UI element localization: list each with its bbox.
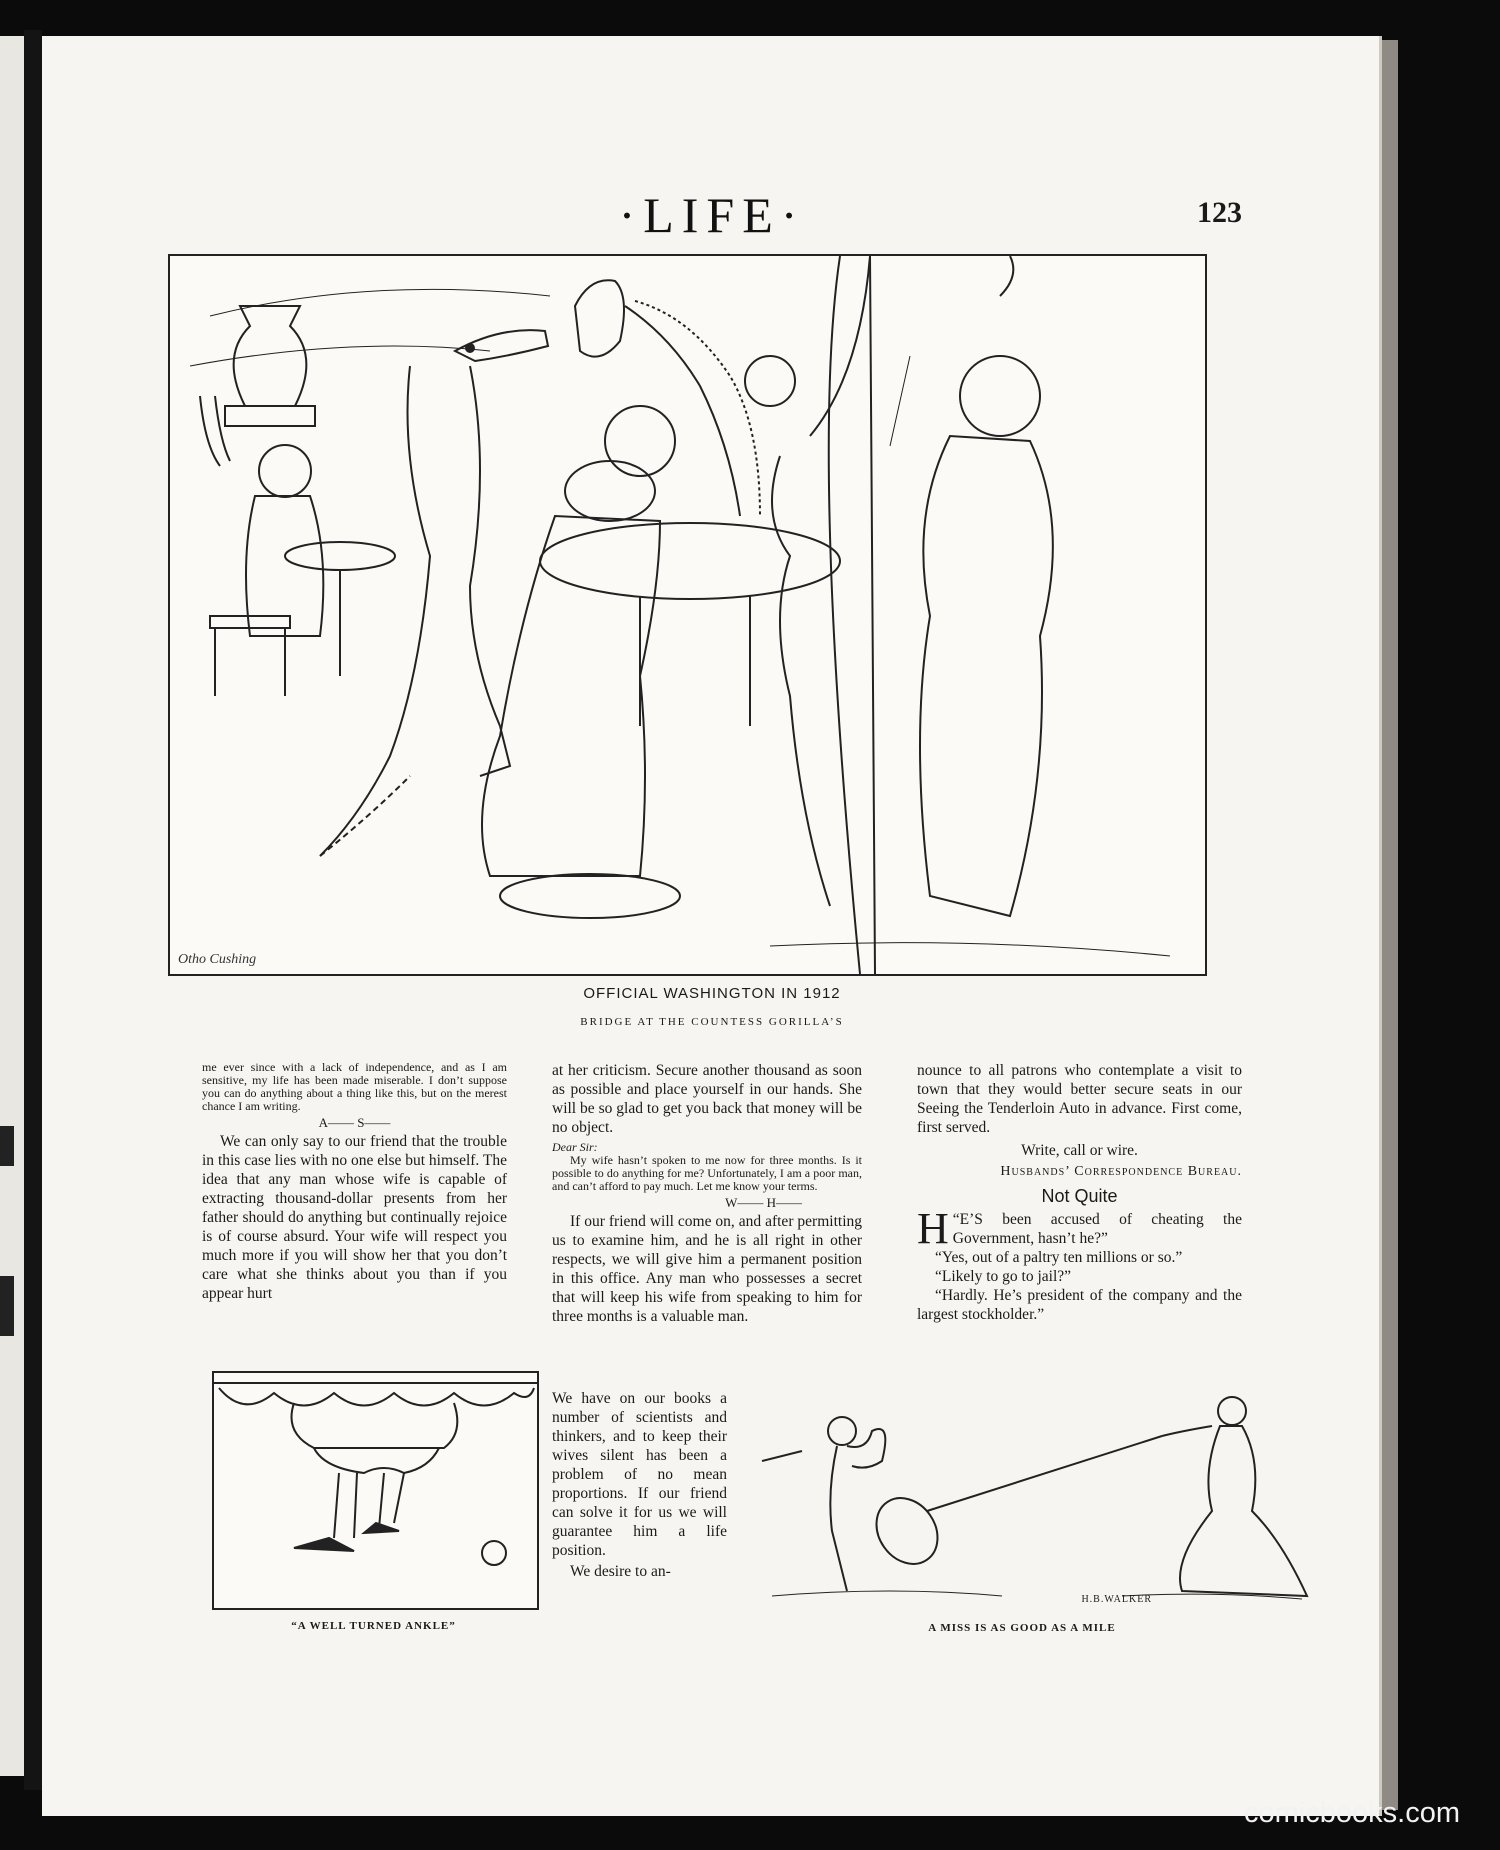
main-cartoon <box>168 254 1207 976</box>
artist-signature: Otho Cushing <box>178 952 257 967</box>
reply-paragraph: If our friend will come on, and after permitting us to examine him, and he is all right in other respects, we will give him a permanent position in this office. Any man who possesses a secret that will keep his wife from speaking to him for three months is a valuable man. <box>552 1213 862 1325</box>
dialogue-line: E’S been accused of cheating the Government, hasn’t he?” <box>952 1211 1242 1247</box>
cartoon-title: OFFICIAL WASHINGTON IN 1912 <box>583 985 841 1002</box>
reply-paragraph: We can only say to our friend that the trouble in this case lies with no one else but himself. The idea that any man whose wife is capable of extracting thousand-dollar presents from her father should do anything but continually rejoice is of course absurd. Your wife will respect you much more if you will show her that you don’t care what she thinks about you than if you appear hurt <box>202 1133 507 1302</box>
letter-signature: A—— S—— <box>318 1115 391 1130</box>
contact-line: Write, call or wire. <box>1021 1142 1138 1159</box>
dialogue-line: “Hardly. He’s president of the company and the largest stockholder.” <box>917 1287 1242 1323</box>
cartoon-subtitle: BRIDGE AT THE COUNTESS GORILLA’S <box>580 1016 844 1028</box>
open-quote: “ <box>952 1211 960 1228</box>
letter-text: My wife hasn’t spoken to me now for three months. Is it possible to do anything for me? Unfortunately, I am a poor man, and can’t afford to pay much. Let me know your terms. <box>552 1153 862 1193</box>
cupid-cartoon-caption: A MISS IS AS GOOD AS A MILE <box>928 1622 1116 1634</box>
ankle-cartoon <box>212 1371 539 1610</box>
book-spine <box>24 30 42 1790</box>
cupid-illustration <box>742 1391 1312 1611</box>
cupid-cartoon <box>742 1391 1312 1611</box>
dialogue-line: “Yes, out of a paltry ten millions or so.” <box>935 1249 1183 1266</box>
artist-signature: H.B.WALKER <box>1081 1594 1152 1605</box>
main-cartoon-illustration <box>170 256 1205 974</box>
ink-fleck <box>0 1276 14 1336</box>
ink-fleck <box>0 1126 14 1166</box>
left-facing-page-edge <box>0 36 24 1776</box>
letter-signature: W—— H—— <box>725 1195 802 1210</box>
reply-continued: at her criticism. Secure another thousand as soon as possible and place yourself in our hands. She will be so glad to get you back that money will be no object. <box>552 1062 862 1136</box>
ankle-illustration <box>214 1373 537 1608</box>
reply-continued: nounce to all patrons who contemplate a visit to town that they would better secure seats in our Seeing the Tenderloin Auto in advance. First come, first served. <box>917 1062 1242 1136</box>
column-2-narrow <box>552 1389 727 1581</box>
reply-last-line: We desire to an- <box>570 1563 671 1580</box>
page-edge <box>1382 40 1398 1810</box>
masthead: ·LIFE· <box>618 187 806 243</box>
salutation: Dear Sir: <box>552 1140 598 1154</box>
reply-paragraph-narrow: We have on our books a number of scientists and thinkers, and to keep their wives silent has been a problem of no mean proportions. If our friend can solve it for us we will guarantee him a life position. <box>552 1390 727 1559</box>
column-3 <box>917 1061 1242 1324</box>
letter-text: me ever since with a lack of independence, and as I am sensitive, my life has been made miserable. I don’t suppose you can do anything about a thing like this, but on the merest chance I am writing. <box>202 1060 507 1113</box>
dialogue-line: “Likely to go to jail?” <box>935 1268 1072 1285</box>
column-2 <box>552 1061 862 1326</box>
column-1 <box>202 1061 507 1303</box>
page-number: 123 <box>1197 196 1242 229</box>
ankle-cartoon-caption: “A WELL TURNED ANKLE” <box>291 1620 456 1632</box>
site-watermark: comicbooks.com <box>1244 1797 1460 1829</box>
drop-cap: H <box>917 1204 949 1253</box>
bureau-signature: Husbands’ Correspondence Bureau. <box>1000 1164 1242 1179</box>
section-heading: Not Quite <box>1041 1186 1118 1206</box>
magazine-page <box>42 36 1382 1816</box>
